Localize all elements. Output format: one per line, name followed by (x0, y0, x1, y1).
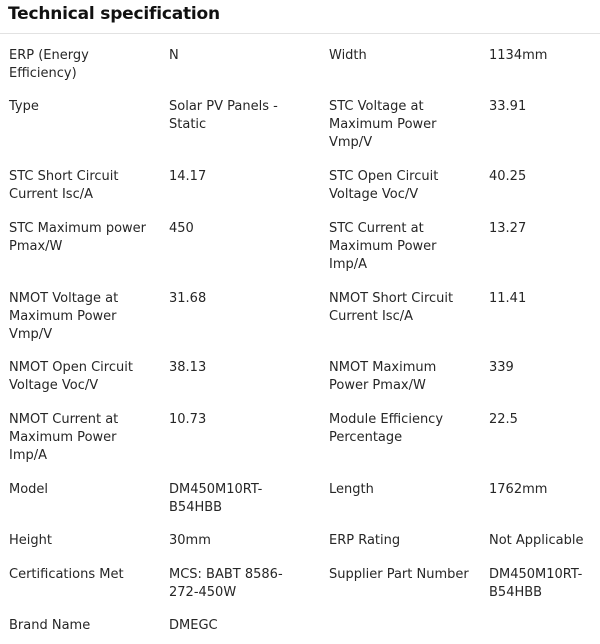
spec-row (0, 47, 600, 81)
spec-value-right: DM450M10RT- B54HBB (489, 567, 583, 600)
spec-value-right: 40.25 (489, 169, 527, 184)
spec-label-left: NMOT Voltage at Maximum Power Vmp/V (9, 291, 119, 342)
spec-label-right: Module Efficiency Percentage (329, 412, 444, 445)
spec-value-left: N (169, 48, 179, 63)
spec-value-left: 38.13 (169, 360, 207, 375)
spec-row (0, 617, 600, 635)
spec-value-right: Not Applicable (489, 533, 584, 548)
spec-label-right: Length (329, 482, 374, 497)
spec-label-left: Type (9, 99, 39, 114)
spec-row (0, 566, 600, 600)
spec-value-right: 339 (489, 360, 514, 375)
spec-label-left: STC Short Circuit Current Isc/A (9, 169, 119, 202)
spec-label-left: Model (9, 482, 49, 497)
spec-row (0, 98, 600, 150)
spec-label-right: ERP Rating (329, 533, 401, 548)
spec-label-right: STC Open Circuit Voltage Voc/V (329, 169, 439, 202)
spec-label-right: Supplier Part Number (329, 567, 469, 582)
title-divider (0, 33, 600, 34)
spec-value-left: 30mm (169, 533, 211, 548)
spec-value-left: DM450M10RT- B54HBB (169, 482, 263, 515)
spec-row (0, 532, 600, 550)
spec-label-left: ERP (Energy Efficiency) (9, 48, 89, 81)
spec-value-left: DMEGC (169, 618, 218, 633)
spec-value-left: 31.68 (169, 291, 207, 306)
spec-value-right: 13.27 (489, 221, 527, 236)
spec-row (0, 359, 600, 393)
spec-label-left: NMOT Current at Maximum Power Imp/A (9, 412, 119, 463)
spec-label-left: Certifications Met (9, 567, 124, 582)
spec-label-right: STC Current at Maximum Power Imp/A (329, 221, 437, 272)
spec-value-left: MCS: BABT 8586- 272-450W (169, 567, 283, 600)
spec-label-right: Width (329, 48, 367, 63)
spec-label-left: Height (9, 533, 52, 548)
spec-row (0, 168, 600, 202)
spec-value-right: 22.5 (489, 412, 518, 427)
spec-label-right: NMOT Short Circuit Current Isc/A (329, 291, 454, 324)
spec-row (0, 481, 600, 515)
spec-value-right: 33.91 (489, 99, 527, 114)
spec-value-right: 11.41 (489, 291, 527, 306)
spec-value-left: 10.73 (169, 412, 207, 427)
spec-value-right: 1134mm (489, 48, 548, 63)
spec-label-left: STC Maximum power Pmax/W (9, 221, 147, 254)
spec-value-left: Solar PV Panels - Static (169, 99, 278, 132)
spec-title: Technical specification (8, 4, 220, 24)
spec-row (0, 290, 600, 342)
spec-label-left: Brand Name (9, 618, 91, 633)
spec-label-left: NMOT Open Circuit Voltage Voc/V (9, 360, 133, 393)
spec-row (0, 411, 600, 463)
spec-value-left: 450 (169, 221, 194, 236)
spec-value-left: 14.17 (169, 169, 207, 184)
spec-label-right: STC Voltage at Maximum Power Vmp/V (329, 99, 437, 150)
spec-row (0, 220, 600, 272)
spec-label-right: NMOT Maximum Power Pmax/W (329, 360, 437, 393)
spec-value-right: 1762mm (489, 482, 548, 497)
